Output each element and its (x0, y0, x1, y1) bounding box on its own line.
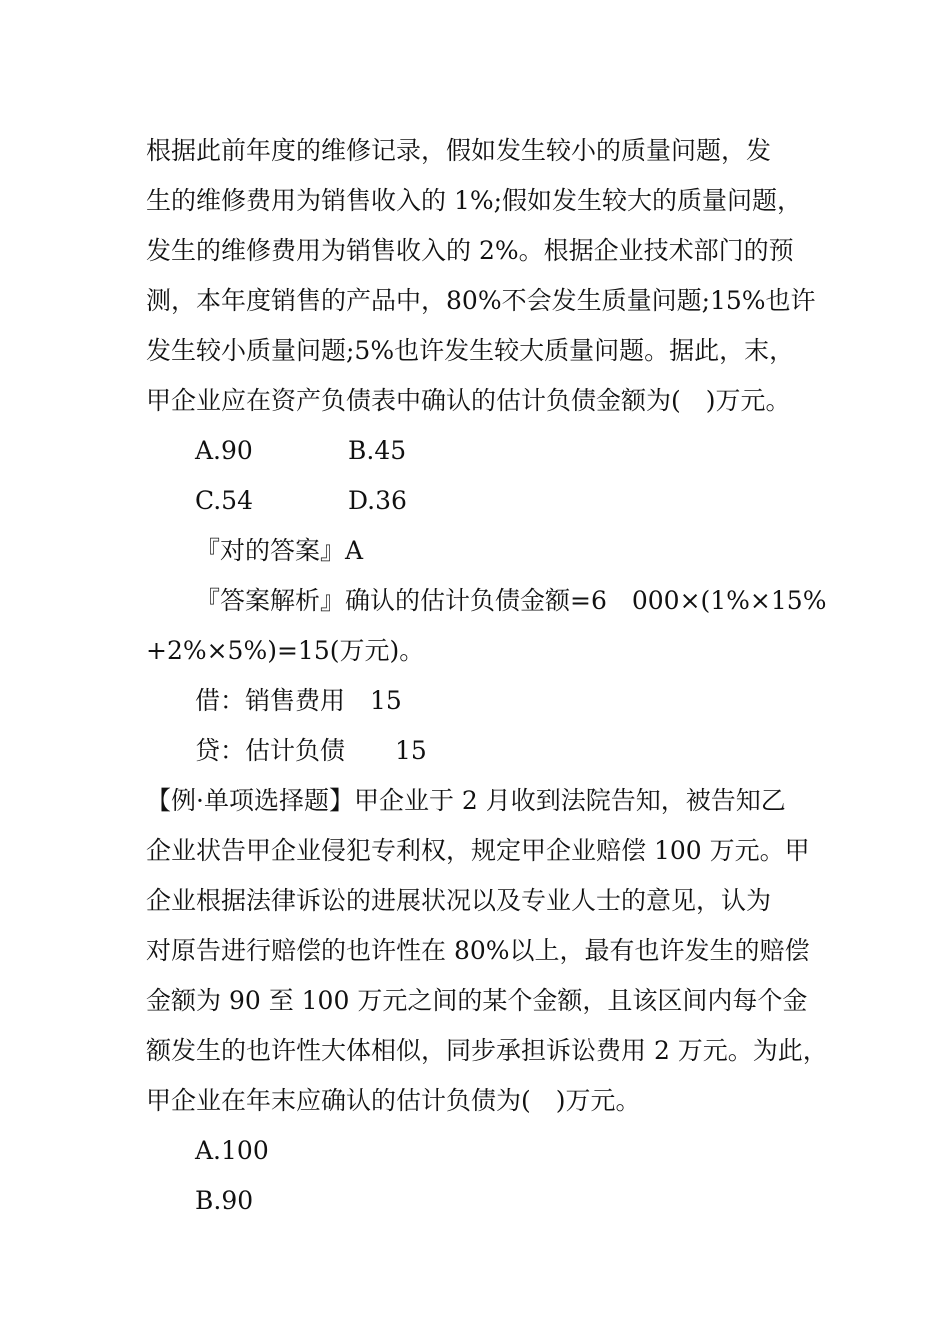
q1-analysis-line-2: +2%×5%)=15(万元)。 (146, 636, 425, 665)
q2-text-line-6: 额发生的也许性大体相似，同步承担诉讼费用 2 万元。为此， (146, 1036, 828, 1065)
q1-answer: 『对的答案』A (195, 536, 364, 565)
q2-text-line-7: 甲企业在年末应确认的估计负债为( )万元。 (146, 1086, 641, 1115)
q1-analysis-line-1: 『答案解析』确认的估计负债金额=6 000×(1%×15% (195, 586, 827, 615)
q1-entry-credit: 贷：估计负债 15 (195, 736, 427, 765)
q1-option-a: A.90 (195, 436, 253, 465)
q2-text-line-3: 企业根据法律诉讼的进展状况以及专业人士的意见，认为 (146, 886, 772, 915)
q1-text-line-6: 甲企业应在资产负债表中确认的估计负债金额为( )万元。 (146, 386, 791, 415)
q2-text-line-4: 对原告进行赔偿的也许性在 80%以上，最有也许发生的赔偿 (146, 936, 810, 965)
q1-text-line-3: 发生的维修费用为销售收入的 2%。根据企业技术部门的预 (146, 236, 794, 265)
q2-option-b: B.90 (195, 1186, 254, 1215)
q2-option-a: A.100 (195, 1136, 269, 1165)
q1-option-b: B.45 (348, 436, 407, 465)
q2-text-line-2: 企业状告甲企业侵犯专利权，规定甲企业赔偿 100 万元。甲 (146, 836, 810, 865)
q1-text-line-1: 根据此前年度的维修记录，假如发生较小的质量问题，发 (146, 136, 772, 165)
q1-text-line-5: 发生较小质量问题;5%也许发生较大质量问题。据此，末， (146, 336, 795, 365)
q1-text-line-4: 测，本年度销售的产品中，80%不会发生质量问题;15%也许 (146, 286, 816, 315)
q1-option-c: C.54 (195, 486, 253, 515)
q2-text-line-1: 【例·单项选择题】甲企业于 2 月收到法院告知，被告知乙 (146, 786, 786, 815)
q1-option-d: D.36 (348, 486, 407, 515)
q2-text-line-5: 金额为 90 至 100 万元之间的某个金额，且该区间内每个金 (146, 986, 808, 1015)
q1-entry-debit: 借：销售费用 15 (195, 686, 402, 715)
q1-text-line-2: 生的维修费用为销售收入的 1%;假如发生较大的质量问题， (146, 186, 803, 215)
